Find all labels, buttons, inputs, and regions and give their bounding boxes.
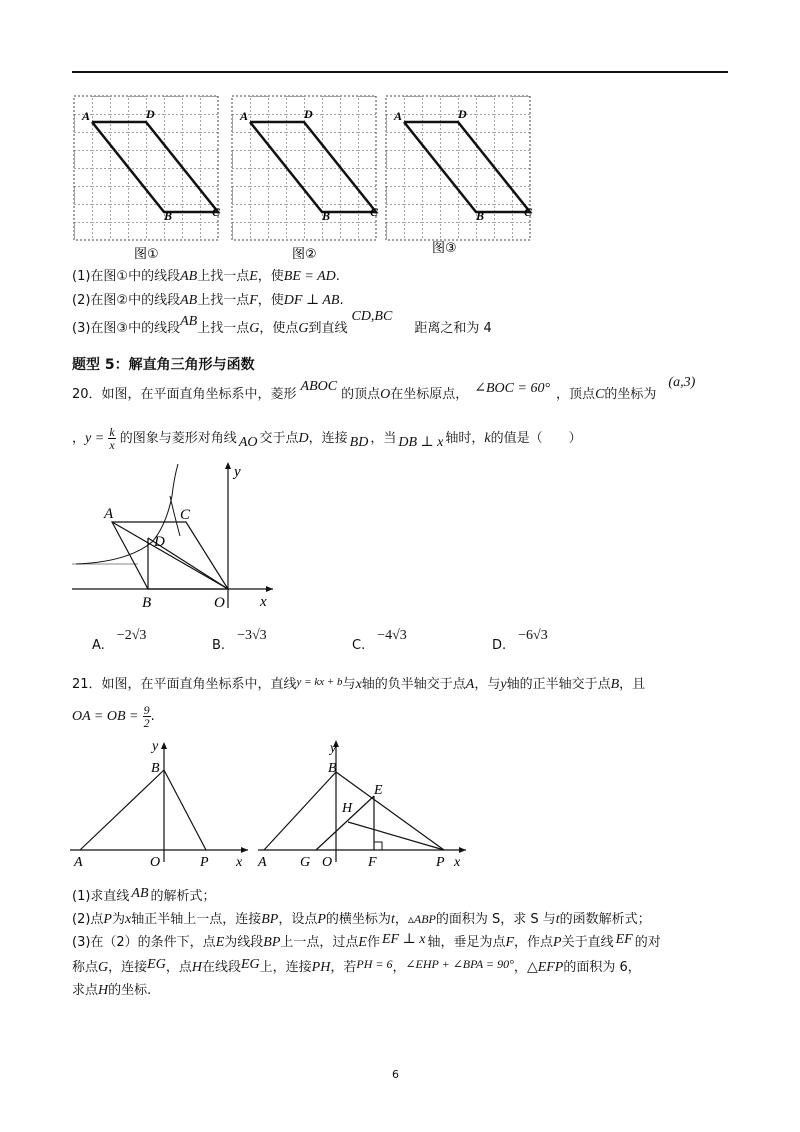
- svg-text:x: x: [454, 855, 461, 868]
- caption-fig-1: 图①: [134, 247, 159, 262]
- svg-text:A: A: [258, 855, 267, 868]
- q21-sub-3-line-3: 求点H的坐标.: [72, 983, 152, 998]
- svg-text:O: O: [150, 855, 161, 868]
- svg-text:B: B: [328, 761, 337, 776]
- grid-figure-3: [386, 96, 533, 256]
- caption-fig-2: 图②: [292, 247, 317, 262]
- svg-text:B: B: [476, 209, 485, 223]
- page-number: 6: [392, 1068, 399, 1081]
- svg-text:D: D: [458, 107, 467, 121]
- svg-text:y: y: [234, 464, 241, 480]
- q19-part-3: (3)在图③中的线段AB上找一点G，使点G到直线CD,BC距离之和为 4: [72, 309, 492, 336]
- q21-sub-3-line-2: 称点G，连接EG，点H在线段EG上，连接PH，若PH = 6，∠EHP + ∠BPA = 90°，△EFP的面积为 6，: [72, 957, 641, 975]
- q20-option-a[interactable]: A.−2√3: [92, 628, 147, 653]
- top-rule: [72, 71, 728, 73]
- q21-line-1: 21．如图，在平面直角坐标系中，直线$^{y = kx + b}$与x轴的负半轴交于点A，与y轴的正半轴交于点B，且: [72, 676, 646, 692]
- svg-text:x: x: [260, 594, 267, 610]
- svg-text:B: B: [322, 209, 331, 223]
- q19-part-2: (2)在图②中的线段AB上找一点F，使DF ⊥ AB.: [72, 293, 344, 308]
- svg-text:A: A: [74, 855, 83, 868]
- svg-text:C: C: [370, 205, 379, 219]
- svg-text:D: D: [154, 534, 165, 550]
- svg-text:P: P: [436, 855, 445, 868]
- q21-figure-2: [256, 738, 472, 868]
- svg-text:x: x: [236, 855, 243, 868]
- grid-figure-1: [74, 96, 221, 262]
- svg-text:y: y: [152, 739, 159, 754]
- q21-sub-1: (1)求直线 AB 的解析式；: [72, 886, 216, 904]
- q21-sub-2: (2)点P为x轴正半轴上一点，连接BP，设点P的横坐标为t，▵ABP的面积为 S，求 S 与t的函数解析式；: [72, 912, 651, 927]
- svg-text:y: y: [330, 741, 337, 756]
- svg-text:D: D: [304, 107, 313, 121]
- svg-text:C: C: [524, 205, 533, 219]
- q21-figure-1: [68, 738, 254, 868]
- q21-line-2: OA = OB = $\frac{9}{2}$ .: [72, 703, 155, 730]
- q19-part-1: (1)在图①中的线段AB上找一点E，使BE = AD.: [72, 269, 340, 284]
- svg-text:B: B: [151, 761, 160, 776]
- svg-text:B: B: [142, 595, 152, 611]
- q20-figure: [68, 456, 288, 616]
- svg-text:C: C: [180, 507, 191, 523]
- svg-text:P: P: [200, 855, 209, 868]
- svg-text:D: D: [146, 107, 155, 121]
- svg-text:A: A: [104, 506, 114, 522]
- q21-sub-3-line-1: (3)在（2）的条件下，点E为线段BP上一点，过点E作 EF ⊥ x 轴，垂足为点F，作点P关于直线 EF 的对: [72, 932, 661, 950]
- svg-text:H: H: [342, 801, 353, 816]
- q20-option-d[interactable]: D.−6√3: [492, 628, 548, 653]
- svg-text:C: C: [212, 205, 221, 219]
- q20-option-c[interactable]: C.−4√3: [352, 628, 407, 653]
- svg-text:A: A: [82, 109, 91, 123]
- section-heading: 题型 5：解直角三角形与函数: [72, 357, 255, 373]
- grid-figures: [70, 92, 540, 267]
- q20-option-b[interactable]: B.−3√3: [212, 628, 267, 653]
- svg-text:B: B: [164, 209, 173, 223]
- q20-line-1: 20．如图，在平面直角坐标系中，菱形ABOC的顶点O在坐标原点， ∠BOC = 60° ，顶点C的坐标为(a,3): [72, 375, 696, 402]
- q20-line-2: ，y = $\frac{k}{x}$ 的图象与菱形对角线 AO 交于点D，连接 BD ，当 DB ⊥ x 轴时，k的值是（ ）: [72, 425, 582, 452]
- svg-text:O: O: [322, 855, 333, 868]
- svg-text:O: O: [214, 595, 225, 611]
- svg-text:A: A: [394, 109, 403, 123]
- svg-text:E: E: [374, 783, 383, 798]
- caption-fig-3: 图③: [432, 241, 457, 256]
- svg-text:G: G: [300, 855, 311, 868]
- svg-text:A: A: [240, 109, 249, 123]
- grid-figure-2: [232, 96, 379, 262]
- svg-text:F: F: [368, 855, 377, 868]
